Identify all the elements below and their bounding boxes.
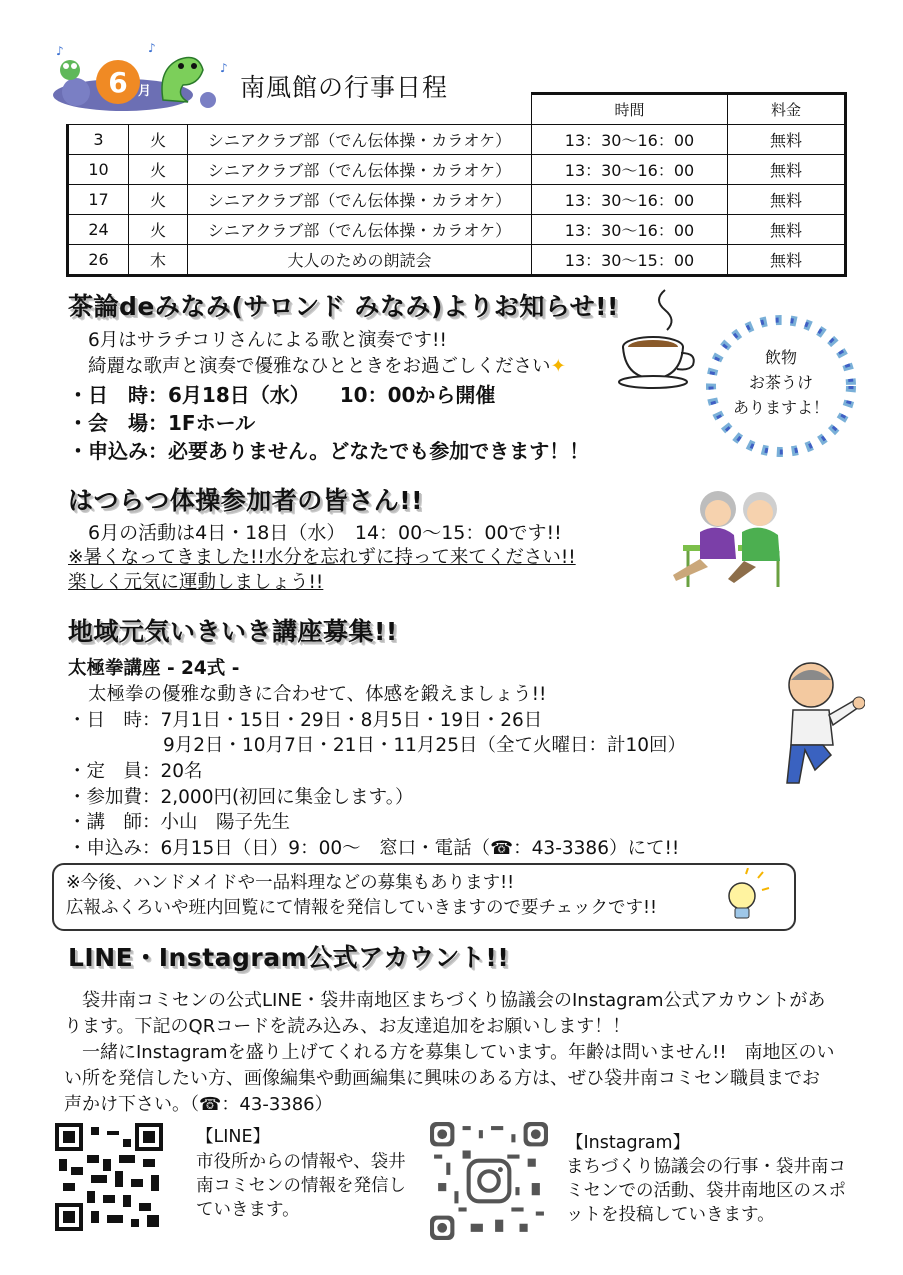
- fee-cell: 無料: [728, 155, 846, 185]
- event-cell: シニアクラブ部（でん伝体操・カラオケ）: [188, 125, 532, 155]
- col-time-header: 時間: [532, 94, 728, 125]
- course-heading: 地域元気いきいき講座募集!!: [68, 617, 398, 646]
- weekday-cell: 火: [129, 155, 188, 185]
- svg-text:♪: ♪: [56, 44, 64, 58]
- day-cell: 10: [68, 155, 129, 185]
- sparkle-icon: ✦: [550, 356, 567, 377]
- salon-date: ・日 時：6月18日（水） 10：00から開催: [68, 383, 496, 407]
- time-cell: 13：30～15：00: [532, 245, 728, 276]
- course-apply: ・申込み：6月15日（日）9：00～ 窓口・電話（☎：43-3386）にて!!: [68, 838, 680, 859]
- coffee-cup-icon: [615, 285, 705, 390]
- event-cell: シニアクラブ部（でん伝体操・カラオケ）: [188, 155, 532, 185]
- instagram-label: 【Instagram】: [566, 1133, 691, 1153]
- salon-venue: ・会 場：1Fホール: [68, 411, 256, 435]
- exercise-heading: はつらつ体操参加者の皆さん!!: [68, 486, 424, 515]
- event-cell: 大人のための朗読会: [188, 245, 532, 276]
- sns-paragraph-1: 袋井南コミセンの公式LINE・袋井南地区まちづくり協議会のInstagram公式アカウントがあります。下記のQRコードを読み込み、お友達追加をお願いします！！: [64, 990, 826, 1037]
- notice-line-2: 広報ふくろいや班内回覧にて情報を発信していきますので要チェックです!!: [66, 898, 658, 918]
- day-cell: 17: [68, 185, 129, 215]
- table-row: [68, 125, 846, 155]
- sns-paragraph-2: 一緒にInstagramを盛り上げてくれる方を募集しています。年齢は問いません!! 南地区のいい所を発信したい方、画像編集や動画編集に興味のある方は、ぜひ袋井南コミセン職員までお声かけ下さい。（☎：43-3386）: [64, 1042, 835, 1115]
- day-cell: 24: [68, 215, 129, 245]
- exercise-line-1: 6月の活動は4日・18日（水） 14：00～15：00です!!: [88, 522, 562, 544]
- time-cell: 13：30～16：00: [532, 155, 728, 185]
- day-cell: 26: [68, 245, 129, 276]
- month-number: 6: [108, 66, 128, 99]
- schedule-header-row: [68, 94, 846, 125]
- page-title: 南風館の行事日程: [240, 73, 449, 102]
- table-row: [68, 185, 846, 215]
- course-date-1: ・日 時：7月1日・15日・29日・8月5日・19日・26日: [68, 710, 543, 731]
- exercise-line-3: 楽しく元気に運動しましょう!!: [68, 572, 324, 593]
- weekday-cell: 火: [129, 185, 188, 215]
- weekday-cell: 火: [129, 215, 188, 245]
- fee-cell: 無料: [728, 185, 846, 215]
- table-row: [68, 245, 846, 276]
- schedule-table: [66, 92, 847, 277]
- frog-icon: [60, 60, 80, 80]
- table-row: [68, 215, 846, 245]
- time-cell: 13：30～16：00: [532, 215, 728, 245]
- elderly-couple-illustration: [668, 487, 796, 593]
- exercise-line-2: ※暑くなってきました!!水分を忘れずに持って来てください!!: [68, 547, 576, 568]
- course-instructor: ・講 師：小山 陽子先生: [68, 812, 291, 833]
- wreath-text: 飲物 お茶うけ ありますよ！: [732, 348, 829, 417]
- fee-cell: 無料: [728, 245, 846, 276]
- line-label: 【LINE】: [196, 1127, 271, 1147]
- instagram-description: まちづくり協議会の行事・袋井南コミセンでの活動、袋井南地区のスポットを投稿していきます。: [566, 1157, 846, 1225]
- svg-text:月: 月: [138, 84, 152, 99]
- salon-heading: 茶論deみなみ(サロンド みなみ)よりお知らせ!!: [68, 292, 619, 321]
- instagram-qr-code[interactable]: [430, 1122, 548, 1240]
- salon-line-1: 6月はサラチコリさんによる歌と演奏です!!: [88, 330, 447, 351]
- line-qr-code[interactable]: [55, 1123, 163, 1231]
- fee-cell: 無料: [728, 125, 846, 155]
- weekday-cell: 火: [129, 125, 188, 155]
- time-cell: 13：30～16：00: [532, 185, 728, 215]
- event-cell: シニアクラブ部（でん伝体操・カラオケ）: [188, 215, 532, 245]
- day-cell: 3: [68, 125, 129, 155]
- svg-text:♪: ♪: [148, 41, 156, 55]
- notice-line-1: ※今後、ハンドメイドや一品料理などの募集もあります!!: [66, 873, 515, 893]
- time-cell: 13：30～16：00: [532, 125, 728, 155]
- course-capacity: ・定 員：20名: [68, 761, 203, 782]
- course-intro: 太極拳の優雅な動きに合わせて、体感を鍛えましょう!!: [88, 684, 547, 705]
- course-fee: ・参加費：2,000円(初回に集金します。）: [68, 787, 414, 808]
- sns-heading: LINE・Instagram公式アカウント!!: [68, 943, 510, 972]
- event-cell: シニアクラブ部（でん伝体操・カラオケ）: [188, 185, 532, 215]
- fee-cell: 無料: [728, 215, 846, 245]
- course-date-2: 9月2日・10月7日・21日・11月25日（全て火曜日：計10回）: [163, 735, 687, 756]
- lightbulb-icon: [718, 868, 770, 926]
- col-fee-header: 料金: [728, 94, 846, 125]
- weekday-cell: 木: [129, 245, 188, 276]
- course-title: 太極拳講座 - 24式 -: [68, 658, 240, 679]
- salon-line-2: 綺麗な歌声と演奏で優雅なひとときをお過ごしください✦: [88, 356, 567, 377]
- salon-apply: ・申込み：必要ありません。どなたでも参加できます！！: [68, 439, 590, 463]
- table-row: [68, 155, 846, 185]
- line-description: 市役所からの情報や、袋井南コミセンの情報を発信していきます。: [196, 1152, 406, 1220]
- tai-chi-man-illustration: [773, 655, 865, 790]
- svg-text:♪: ♪: [220, 61, 228, 75]
